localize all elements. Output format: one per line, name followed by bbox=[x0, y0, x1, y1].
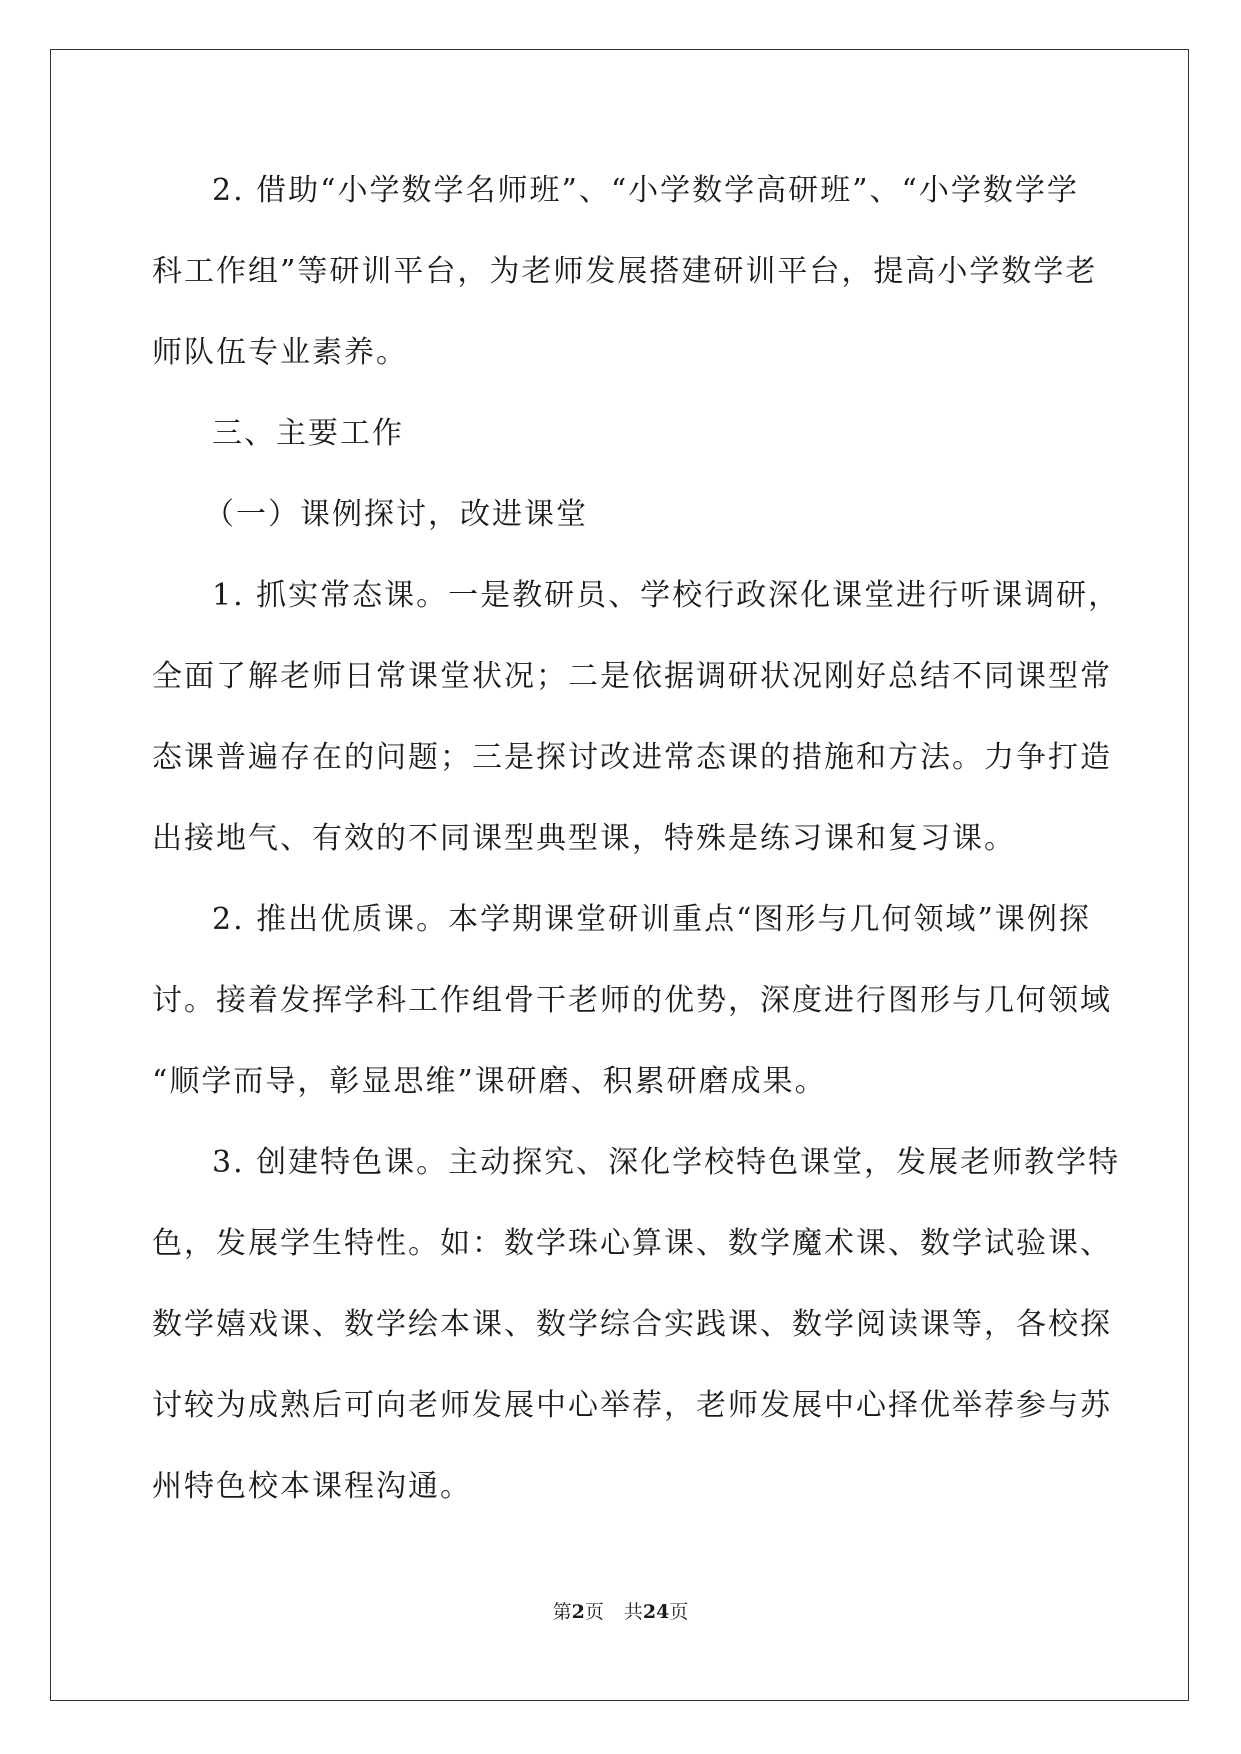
paragraph-line: 色，发展学生特性。如：数学珠心算课、数学魔术课、数学试验课、 bbox=[152, 1226, 1112, 1261]
section-heading: 三、主要工作 bbox=[212, 416, 404, 451]
paragraph-line: 数学嬉戏课、数学绘本课、数学综合实践课、数学阅读课等，各校探 bbox=[152, 1307, 1112, 1342]
paragraph-line: 1. 抓实常态课。一是教研员、学校行政深化课堂进行听课调研， bbox=[212, 578, 1121, 613]
total-page-count: 24 bbox=[642, 1601, 670, 1623]
paragraph-line: 讨较为成熟后可向老师发展中心举荐，老师发展中心择优举荐参与苏 bbox=[152, 1388, 1112, 1423]
paragraph-line: 州特色校本课程沟通。 bbox=[152, 1469, 472, 1504]
paragraph-line: 出接地气、有效的不同课型典型课，特殊是练习课和复习课。 bbox=[152, 821, 1016, 856]
subsection-heading: （一）课例探讨，改进课堂 bbox=[204, 497, 588, 532]
paragraph-line: 科工作组”等研训平台，为老师发展搭建研训平台，提高小学数学老 bbox=[152, 254, 1098, 289]
document-body bbox=[152, 150, 1121, 1527]
paragraph-line: 全面了解老师日常课堂状况；二是依据调研状况刚好总结不同课型常 bbox=[152, 659, 1112, 694]
total-prefix: 共 bbox=[623, 1601, 643, 1623]
paragraph-line: 态课普遍存在的问题；三是探讨改进常态课的措施和方法。力争打造 bbox=[152, 740, 1112, 775]
paragraph-line: 2. 推出优质课。本学期课堂研训重点“图形与几何领域”课例探 bbox=[212, 902, 1091, 937]
paragraph-line: 3. 创建特色课。主动探究、深化学校特色课堂，发展老师教学特 bbox=[212, 1145, 1121, 1180]
current-page-number: 2 bbox=[571, 1601, 585, 1623]
page-prefix: 第 bbox=[552, 1601, 572, 1623]
paragraph-line: 2. 借助“小学数学名师班”、“小学数学高研班”、“小学数学学 bbox=[212, 173, 1079, 208]
paragraph-line: “顺学而导，彰显思维”课研磨、积累研磨成果。 bbox=[152, 1064, 827, 1099]
page-footer bbox=[0, 1600, 1241, 1624]
paragraph-line: 师队伍专业素养。 bbox=[152, 335, 408, 370]
paragraph-line: 讨。接着发挥学科工作组骨干老师的优势，深度进行图形与几何领域 bbox=[152, 983, 1112, 1018]
page-suffix: 页 bbox=[584, 1601, 604, 1623]
total-suffix: 页 bbox=[669, 1601, 689, 1623]
